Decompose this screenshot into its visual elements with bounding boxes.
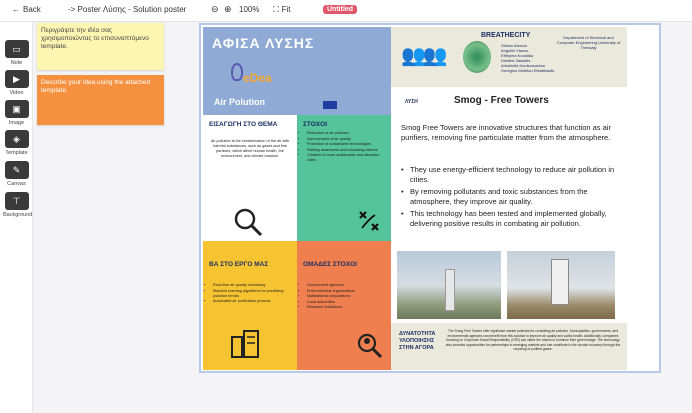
tool-image[interactable] — [3, 100, 30, 126]
solution-block — [391, 87, 627, 247]
topic-title: Air Polution — [214, 97, 265, 107]
intro-block — [203, 115, 297, 241]
list-item: • Multinational corporations — [307, 294, 385, 299]
strategy-icon — [357, 209, 381, 233]
goals-heading: ΣΤΟΧΟΙ — [303, 121, 328, 128]
steps-block — [203, 241, 297, 370]
top-toolbar — [0, 0, 692, 22]
sticky-note-english[interactable]: Describe your idea using the attached template. — [37, 75, 164, 125]
team-block — [391, 27, 627, 87]
background-icon: ⊤ — [5, 192, 29, 210]
steps-list — [203, 269, 297, 304]
list-item: • Reduction of air pollution — [307, 131, 385, 136]
back-arrow-icon: ← — [12, 5, 20, 14]
tower-photo — [507, 251, 615, 319]
market-block — [391, 323, 627, 370]
back-label: Back — [23, 5, 41, 14]
team-member: Stelios Alexiou — [501, 43, 528, 48]
template-icon: ◈ — [5, 130, 29, 148]
solution-title: Smog - Free Towers — [454, 95, 549, 106]
groups-heading: ΟΜΑΔΕΣ ΣΤΟΧΟΙ — [303, 261, 357, 268]
back-button[interactable] — [12, 5, 41, 14]
intro-text: Air pollution is the contamination of the air with harmful substances, such as gases and fine particles, which affect human health, the environment, and climate balance. — [210, 139, 290, 158]
fit-icon: ⛶ — [273, 5, 279, 14]
team-member: Eftihyma Koustika — [501, 53, 534, 58]
list-item: • Government agencies — [307, 283, 385, 288]
list-item: • Improvement of air quality — [307, 137, 385, 142]
canvas-icon: ✎ — [5, 161, 29, 179]
team-name: BREATHECITY — [481, 32, 531, 39]
video-icon: ▶ — [5, 70, 29, 88]
tool-template[interactable] — [3, 130, 30, 156]
document-title[interactable]: -> Poster Λύσης - Solution poster — [68, 5, 187, 14]
list-item: • Research institutions — [307, 305, 385, 310]
tool-label: Note — [10, 60, 23, 66]
tool-background[interactable] — [3, 192, 33, 218]
image-icon: ▣ — [5, 100, 29, 118]
tool-rail — [0, 22, 33, 413]
tool-video[interactable] — [3, 70, 30, 96]
tool-label: Template — [5, 150, 28, 156]
tool-label: Background — [3, 212, 33, 218]
groups-list — [297, 269, 391, 310]
list-item: • They use energy-efficient technology to reduce air pollution in cities. — [401, 165, 623, 185]
list-item: • Real-time air quality monitoring — [213, 283, 291, 288]
list-item: • Creation of more sustainable and attractive cities — [307, 153, 385, 163]
tower-photo — [397, 251, 501, 319]
market-heading: ΔΥΝΑΤΟΤΗΤΑ ΥΛΟΠΟΙΗΣΗΣ ΣΤΗΝ ΑΓΟΡΑ — [399, 331, 436, 351]
tool-label: Video — [9, 90, 24, 96]
list-item: • Local authorities — [307, 300, 385, 305]
intro-heading: ΕΙΣΑΓΩΓΗ ΣΤΟ ΘΕΜΑ — [209, 121, 278, 128]
untitled-badge[interactable]: Untitled — [323, 5, 357, 14]
department-label: Department of Electrical and Computer Engineering University of Thessaly — [556, 35, 621, 50]
magnifier-icon — [233, 207, 263, 237]
list-item: • Automated air purification process — [213, 299, 291, 304]
brand-logo: eDea — [243, 71, 272, 85]
list-item: • This technology has been tested and implemented globally, delivering positive results in combating air pollution. — [401, 209, 623, 229]
list-item: • By removing pollutants and toxic substances from the atmosphere, they improve air quality. — [401, 187, 623, 207]
zoom-out-icon[interactable]: ⊖ — [211, 4, 219, 14]
team-member: Georgios Moletou Efstathiadis — [501, 68, 555, 73]
team-members — [501, 43, 554, 73]
market-text: The Smog Free Towers offer significant market potential for combating air pollution. Municipalities, governments, and environmental agencies can benefit from this solution to improve air quality and public health. Additionally, companies focusing on Corporate Social Responsibility (CSR) can utilize the towers to enhance their green image. The technology also provides opportunities for partnerships in emerging markets and can contribute to the circular economy through the recycling of purified gases. — [445, 329, 621, 351]
lightbulb-icon — [231, 63, 243, 81]
tool-canvas[interactable] — [3, 161, 30, 187]
list-item: • Machine learning algorithms for predicting pollution trends — [213, 289, 291, 299]
tool-label: Canvas — [7, 181, 26, 187]
people-search-icon — [355, 331, 383, 359]
list-item: • Protection of sustainable technologies — [307, 142, 385, 147]
goals-list — [297, 129, 391, 163]
tool-note[interactable] — [3, 40, 30, 66]
poster-title-block — [203, 27, 391, 115]
list-item: • Raising awareness and educating citizens — [307, 148, 385, 153]
team-member: Angeliki Vlaxou — [501, 48, 529, 53]
target-groups-block — [297, 241, 391, 370]
sticky-note-greek[interactable]: Περιγράψτε την ιδέα σας χρησιμοποιώντας το επισυναπτόμενο template. — [37, 23, 164, 70]
solution-tag: ΛΥΣΗ — [405, 99, 418, 105]
eu-flag-icon — [323, 101, 337, 109]
team-member: Dimitris Vasiadis — [501, 58, 531, 63]
team-member: Aristotelis Koutsomarkou — [501, 63, 546, 68]
zoom-level: 100% — [239, 5, 260, 14]
tower-shape — [445, 269, 455, 311]
goals-block — [297, 115, 391, 241]
zoom-in-icon[interactable]: ⊕ — [224, 4, 232, 14]
building-icon — [229, 329, 263, 359]
fit-button[interactable] — [273, 5, 291, 15]
fit-label: Fit — [281, 5, 291, 14]
list-item: • Environmental organizations — [307, 289, 385, 294]
poster-title: ΑΦΙΣΑ ΛΥΣΗΣ — [212, 35, 315, 51]
poster-canvas[interactable] — [199, 23, 661, 373]
tool-label: Image — [8, 120, 25, 126]
solution-description: Smog Free Towers are innovative structures that function as air purifiers, removing fine particulate matter from the atmosphere. — [401, 123, 611, 142]
steps-heading: ΒΑ ΣΤΟ ΕΡΓΟ ΜΑΣ — [209, 261, 269, 268]
note-icon: ▭ — [5, 40, 29, 58]
solution-bullets — [401, 165, 623, 231]
photos-block — [391, 247, 627, 323]
team-people-icon: 👥👥 — [401, 45, 445, 67]
tower-shape — [551, 259, 569, 305]
tree-logo-icon — [463, 41, 491, 73]
